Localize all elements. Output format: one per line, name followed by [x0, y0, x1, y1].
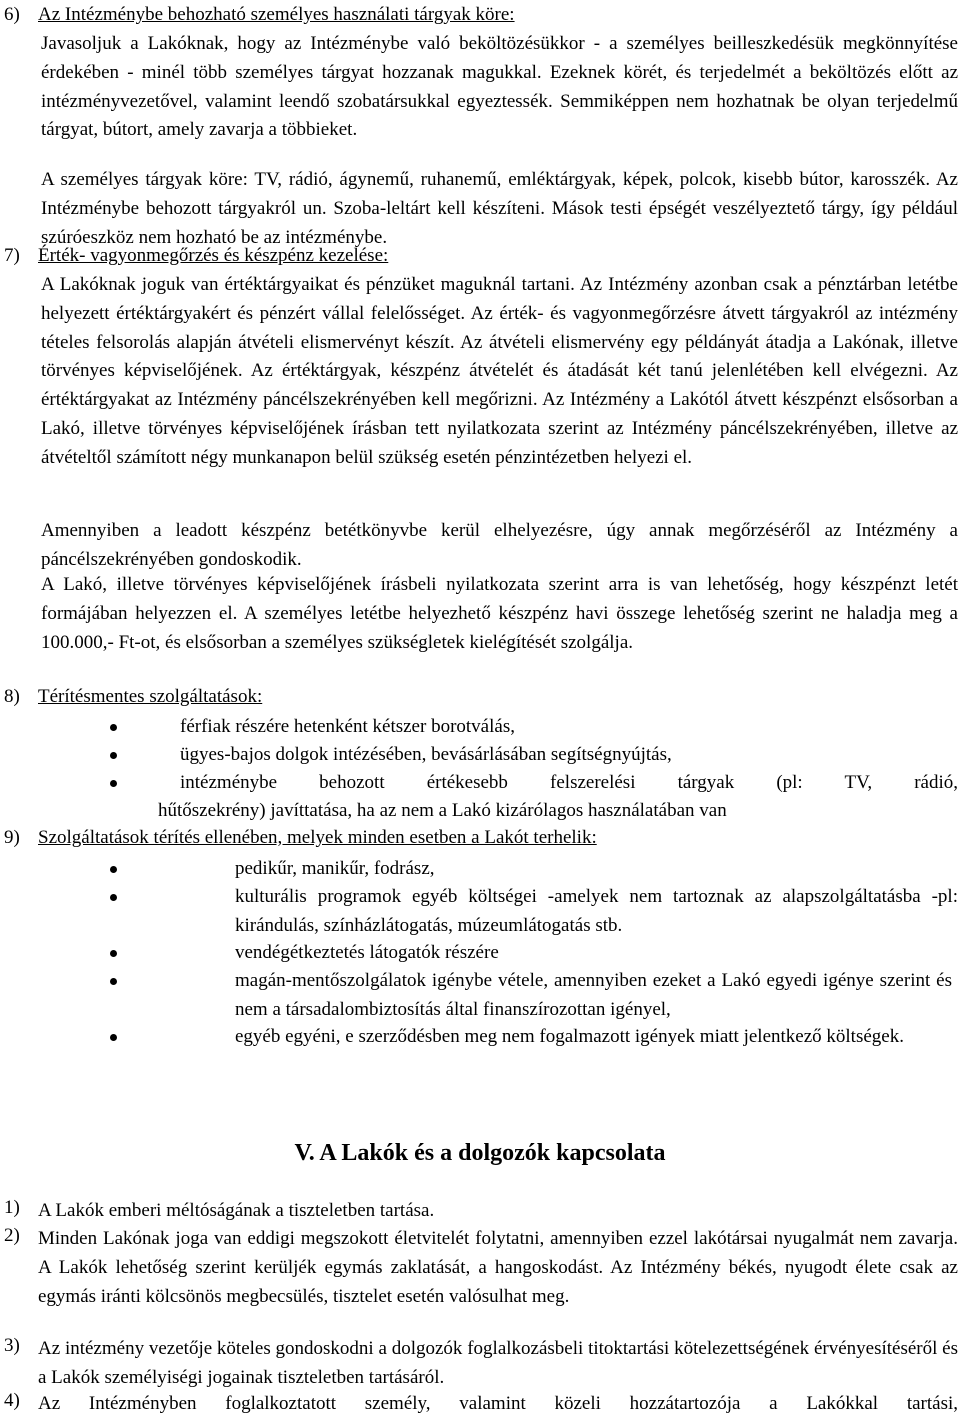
bullet-icon — [110, 950, 117, 957]
bullet-icon — [110, 894, 117, 901]
item-number: 1) — [4, 1197, 20, 1218]
item-text: Az Intézményben foglalkoztatott személy, valamint közeli hozzátartozója a Lakókkal tartási, — [38, 1393, 958, 1414]
bullet-icon — [110, 978, 117, 985]
bullet-icon — [110, 780, 117, 787]
section-title: Szolgáltatások térítés ellenében, melyek minden esetben a Lakót terhelik: — [38, 827, 597, 848]
bullet-icon — [110, 752, 117, 759]
item-number: 4) — [4, 1390, 20, 1411]
paragraph: A személyes tárgyak köre: TV, rádió, ágynemű, ruhanemű, emléktárgyak, képek, polcok, kisebb bútor, karosszék. Az Intézménybe behozott tárgyakról un. Szoba-leltárt kell készíteni. Mások testi épségét veszélyeztető tárgy, így például szúróeszköz nem hozható be az intézménybe. — [41, 169, 958, 248]
bullet-icon — [110, 724, 117, 731]
section-number: 9) — [4, 827, 20, 848]
section-8: 8) Térítésmentes szolgáltatások: férfiak részére hetenként kétszer borotválás, ügyes-bajos dolgok intézésében, bevásárlásában segítségnyújtás, intézménybe behozott értékesebb felszerelési tárgyak (pl: TV, rádió, hűtőszekrény) javíttatása, ha az nem a Lakó kizárólagos használatában van — [4, 686, 958, 821]
section-number: 6) — [4, 4, 20, 25]
section-9: 9) Szolgáltatások térítés ellenében, melyek minden esetben a Lakót terhelik: pedikűr, manikűr, fodrász, kulturális programok egyéb költségei -amelyek nem tartoznak az alapszolgáltatásba -pl: kirándulás, színházlátogatás, múzeumlátogatás stb. vendégétkeztetés látogatók részére magán-mentőszolgálatok igénybe vétele, amennyiben ezeket a Lakó egyedi igénye szerint és nem a társadalombiztosítás által finanszírozottan igényel, egyéb egyéni, e szerződésben meg nem fogalmazott igények miatt jelentkező költségek. — [4, 827, 958, 1047]
item-text: Az intézmény vezetője köteles gondoskodni a dolgozók foglalkozásbeli titoktartási kötelezettségének érvényesítéséről és a Lakók személyiségi jogainak tiszteletben tartásáról. — [38, 1338, 958, 1388]
chapter-heading: V. A Lakók és a dolgozók kapcsolata — [294, 1140, 666, 1166]
item-number: 3) — [4, 1335, 20, 1356]
item-text: Minden Lakónak joga van eddigi megszokott életvitelét folytatni, amennyiben ezzel lakótársai nyugalmát nem zavarja. A Lakók lehetőség szerint kerüljék egymás zaklatását, a hangoskodást. Az Intézmény békés, nyugodt élete csak az egymás iránti kölcsönös megbecsülés, tisztelet esetén valósulhat meg. — [38, 1228, 958, 1307]
section-title: Az Intézménybe behozható személyes használati tárgyak köre: — [38, 4, 515, 25]
paragraph: A Lakó, illetve törvényes képviselőjének írásbeli nyilatkozata szerint arra is van lehetőség, hogy készpénzt letét formájában helyezzen el. A személyes letétbe helyezhető készpénz havi összege lehetőség szerint ne haladja meg a 100.000,- Ft-ot, és elsősorban a személyes szükségletek kielégítését szolgálja. — [41, 574, 958, 653]
paragraph: Javasoljuk a Lakóknak, hogy az Intézménybe való beköltözésükkor - a személyes beilleszkedésük megkönnyítése érdekében - minél több személyes tárgyat hozzanak magukkal. Ezeknek körét, és terjedelmét a beköltözés előtt az intézményvezetővel, valamint leendő szobatársukkal egyeztessék. Semmiképpen nem hozhatnak be olyan terjedelmű tárgyat, bútort, amely zavarja a többieket. — [41, 33, 958, 141]
section-number: 8) — [4, 686, 20, 707]
section-title: Érték- vagyonmegőrzés és készpénz kezelése: — [38, 245, 389, 266]
item-number: 2) — [4, 1225, 20, 1246]
paragraph: Amennyiben a leadott készpénz betétkönyvbe kerül elhelyezésre, úgy annak megőrzéséről az Intézmény a páncélszekrényében gondoskodik. — [41, 520, 958, 570]
paragraph: A Lakóknak joguk van értéktárgyaikat és pénzüket maguknál tartani. Az Intézmény azonban csak a pénztárban letétbe helyezett értéktárgyakért és pénzért vállal felelősséget. Az érték- és vagyonmegőrzésre átvett tárgyakról az intézmény tételes felsorolás alapján átvételi elismervényt készít. Az átvételi elismervény egy példányát átadja a Lakónak, illetve törvényes képviselőjének. Az értéktárgyak, készpénz átvételét és átadását két tanú jelenlétében kell elvégezni. Az értéktárgyakat az Intézmény páncélszekrényében kell megőrizni. Az Intézmény a Lakótól átvett készpénzt elsősorban a Lakó, illetve törvényes képviselőjének írásban tett nyilatkozata szerint az Intézmény páncélszekrényében, illetve az átvételtől számított négy munkanapon belül szükség esetén pénzintézetben helyezi el. — [41, 274, 958, 468]
bullet-icon — [110, 1034, 117, 1041]
section-number: 7) — [4, 245, 20, 266]
item-text: A Lakók emberi méltóságának a tiszteletben tartása. — [38, 1200, 435, 1221]
section-title: Térítésmentes szolgáltatások: — [38, 686, 263, 707]
bullet-icon — [110, 866, 117, 873]
